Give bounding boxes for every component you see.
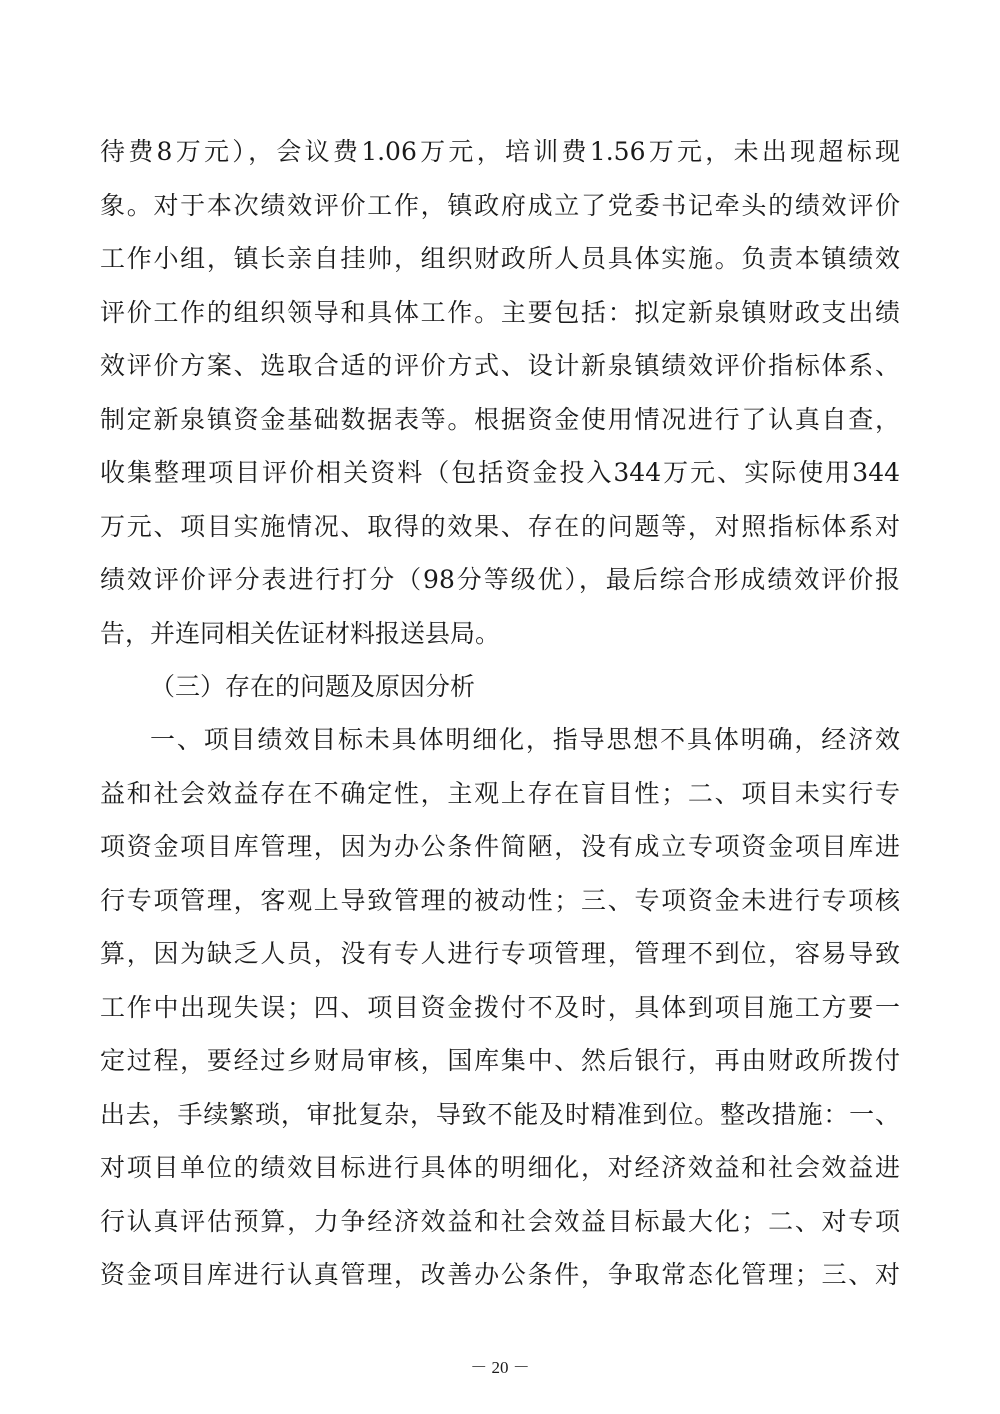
body-line: 工作小组，镇长亲自挂帅，组织财政所人员具体实施。负责本镇绩效 <box>100 244 900 273</box>
body-line: 绩效评价评分表进行打分（98分等级优），最后综合形成绩效评价报 <box>100 565 900 594</box>
body-line: 告，并连同相关佐证材料报送县局。 <box>100 619 501 648</box>
body-line: 收集整理项目评价相关资料（包括资金投入344万元、实际使用344 <box>100 458 900 487</box>
body-line: 评价工作的组织领导和具体工作。主要包括：拟定新泉镇财政支出绩 <box>100 298 900 327</box>
body-line: 行认真评估预算，力争经济效益和社会效益目标最大化；二、对专项 <box>100 1207 900 1236</box>
body-line: 一、项目绩效目标未具体明细化，指导思想不具体明确，经济效 <box>150 725 900 754</box>
body-line: 象。对于本次绩效评价工作，镇政府成立了党委书记牵头的绩效评价 <box>100 191 900 220</box>
body-line: 万元、项目实施情况、取得的效果、存在的问题等，对照指标体系对 <box>100 512 900 541</box>
body-line: 工作中出现失误；四、项目资金拨付不及时，具体到项目施工方要一 <box>100 993 900 1022</box>
body-line: 行专项管理，客观上导致管理的被动性；三、专项资金未进行专项核 <box>100 886 900 915</box>
body-line: 待费8万元），会议费1.06万元，培训费1.56万元，未出现超标现 <box>100 137 900 166</box>
section-heading: （三）存在的问题及原因分析 <box>150 672 476 701</box>
body-line: 算，因为缺乏人员，没有专人进行专项管理，管理不到位，容易导致 <box>100 939 900 968</box>
body-line: 项资金项目库管理，因为办公条件简陋，没有成立专项资金项目库进 <box>100 832 900 861</box>
body-line: 益和社会效益存在不确定性，主观上存在盲目性；二、项目未实行专 <box>100 779 900 808</box>
body-line: 资金项目库进行认真管理，改善办公条件，争取常态化管理；三、对 <box>100 1260 900 1289</box>
body-line: 对项目单位的绩效目标进行具体的明细化，对经济效益和社会效益进 <box>100 1153 900 1182</box>
body-line: 定过程，要经过乡财局审核，国库集中、然后银行，再由财政所拨付 <box>100 1046 900 1075</box>
body-line: 出去，手续繁琐，审批复杂，导致不能及时精准到位。整改措施：一、 <box>100 1100 900 1129</box>
page-number: － 20 － <box>470 1358 530 1377</box>
body-line: 制定新泉镇资金基础数据表等。根据资金使用情况进行了认真自查， <box>100 405 900 434</box>
body-line: 效评价方案、选取合适的评价方式、设计新泉镇绩效评价指标体系、 <box>100 351 900 380</box>
